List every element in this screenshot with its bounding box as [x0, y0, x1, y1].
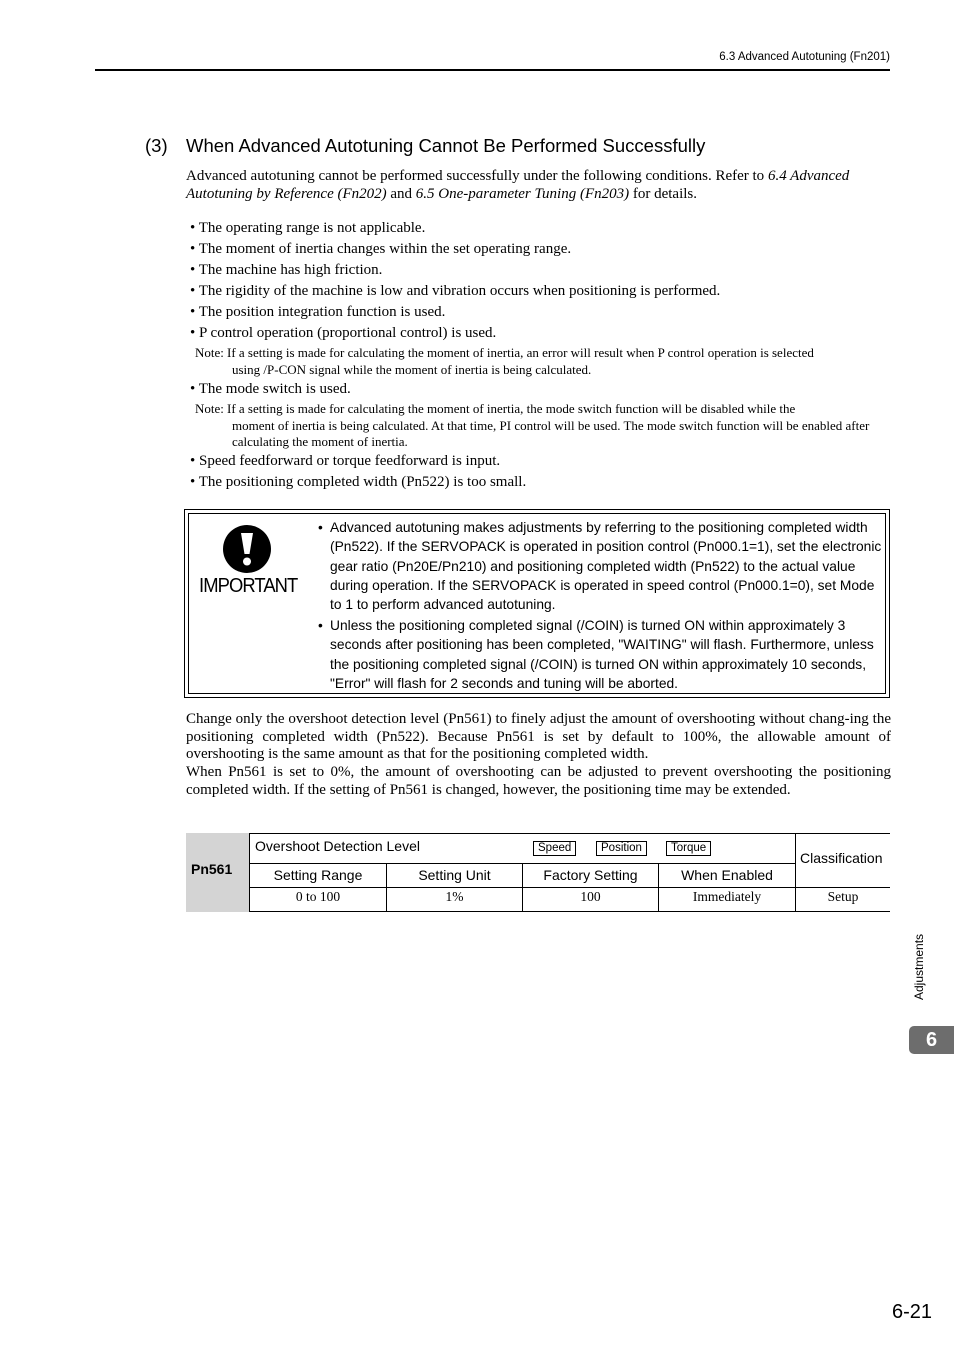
setting-range-value: 0 to 100	[295, 889, 341, 904]
parameter-table	[186, 833, 890, 912]
intro-reference-link-2[interactable]: 6.5 One-parameter Tuning (Fn203)	[415, 185, 630, 202]
parameter-id: Pn561	[191, 861, 233, 877]
running-header: 6.3 Advanced Autotuning (Fn201)	[719, 51, 890, 63]
parameter-id-cell	[186, 833, 249, 912]
note-text: If a setting is made for calculating the moment of inertia, the mode switch function will be disabled while the	[227, 401, 796, 416]
overshoot-paragraph-1: Change only the overshoot detection level (Pn561) to finely adjust the amount of overshooting without chang-ing the positioning completed width (Pn522). Because Pn561 is set by default to 100%, the allowable amount of overshooting is the same amount as that for the positioning completed width.	[186, 711, 891, 763]
condition-bullet: • The rigidity of the machine is low and vibration occurs when positioning is performed.	[190, 283, 721, 299]
bullet-dot-icon: •	[318, 618, 323, 633]
note-text-continued: using /P-CON signal while the moment of inertia is being calculated.	[232, 361, 592, 377]
condition-bullet: • P control operation (proportional control) is used.	[190, 325, 497, 341]
important-callout	[184, 509, 890, 698]
classification-header: Classification	[800, 850, 883, 866]
when-enabled-header: When Enabled	[681, 867, 773, 883]
note-label: Note:	[195, 345, 224, 360]
exclamation-circle-icon	[222, 524, 272, 574]
condition-bullet: • Speed feedforward or torque feedforward is input.	[190, 453, 501, 469]
overshoot-paragraph-2: When Pn561 is set to 0%, the amount of overshooting can be adjusted to prevent overshooting the positioning completed width. If the setting of Pn561 is changed, however, the positioning time may be extended.	[186, 764, 891, 798]
intro-text-3: for details.	[629, 185, 698, 202]
note-text: If a setting is made for calculating the moment of inertia, an error will result when P control operation is selected	[227, 345, 814, 360]
parameter-name: Overshoot Detection Level	[255, 838, 420, 854]
important-callout-inner	[188, 513, 886, 694]
condition-bullet: • The machine has high friction.	[190, 262, 383, 278]
setting-unit-header: Setting Unit	[418, 867, 491, 883]
condition-bullet: • The mode switch is used.	[190, 381, 351, 397]
table-rule	[249, 833, 890, 834]
note-text-continued: moment of inertia is being calculated. At that time, PI control will be used. The mode switch function will be enabled after calculating the moment of inertia.	[232, 417, 870, 449]
condition-bullet: • The operating range is not applicable.	[190, 220, 426, 236]
note-mode-switch	[195, 401, 885, 451]
mode-torque-badge: Torque	[666, 841, 711, 856]
important-item	[318, 616, 886, 693]
mode-speed-badge: Speed	[533, 841, 576, 856]
important-label: IMPORTANT	[199, 575, 298, 597]
setting-range-header: Setting Range	[273, 867, 363, 883]
header-rule	[95, 69, 890, 71]
intro-text-2: and	[386, 185, 416, 202]
important-item	[318, 518, 886, 614]
factory-setting-header: Factory Setting	[543, 867, 638, 883]
section-number: (3)	[145, 135, 168, 156]
intro-paragraph	[186, 168, 866, 203]
mode-position-badge: Position	[596, 841, 647, 856]
note-label: Note:	[195, 401, 224, 416]
factory-setting-value: 100	[580, 889, 601, 904]
overshoot-paragraphs	[186, 711, 891, 800]
setting-unit-value: 1%	[445, 889, 464, 904]
intro-reference-link-1[interactable]: 6.4 Advanced Autotuning by Reference (Fn202)	[186, 168, 850, 202]
important-item-text: Advanced autotuning makes adjustments by referring to the positioning completed width (Pn522). If the SERVOPACK is operated in position control (Pn000.1=1), set the electronic gear ratio (Pn20E/Pn210) and positioning completed width (Pn522) to the actual value during operation. If the SERVOPACK is operated in speed control (Pn000.1=0), set Mode to 1 to perform advanced autotuning.	[330, 520, 882, 613]
bullet-dot-icon: •	[318, 520, 323, 535]
intro-text-1: Advanced autotuning cannot be performed successfully under the following conditions. Refer to	[186, 168, 768, 184]
important-item-text: Unless the positioning completed signal (/COIN) is turned ON within approximately 3 seconds after positioning has been completed, "WAITING" will flash. Furthermore, unless the positioning completed signal (/COIN) is turned ON within approximately 10 seconds, "Error" will flash for 2 seconds and tuning will be aborted.	[330, 618, 874, 691]
page-number: 6-21	[891, 1301, 932, 1323]
condition-bullet: • The moment of inertia changes within the set operating range.	[190, 241, 572, 257]
table-rule	[249, 911, 890, 912]
section-title: When Advanced Autotuning Cannot Be Performed Successfully	[186, 135, 706, 156]
condition-bullet: • The positioning completed width (Pn522) is too small.	[190, 474, 527, 490]
note-p-control	[195, 345, 885, 378]
classification-value: Setup	[827, 889, 859, 904]
section-heading	[145, 135, 705, 157]
condition-bullet: • The position integration function is used.	[190, 304, 446, 320]
chapter-tab[interactable]: 6	[909, 1026, 954, 1054]
when-enabled-value: Immediately	[692, 889, 762, 904]
chapter-side-label: Adjustments	[912, 933, 926, 1000]
